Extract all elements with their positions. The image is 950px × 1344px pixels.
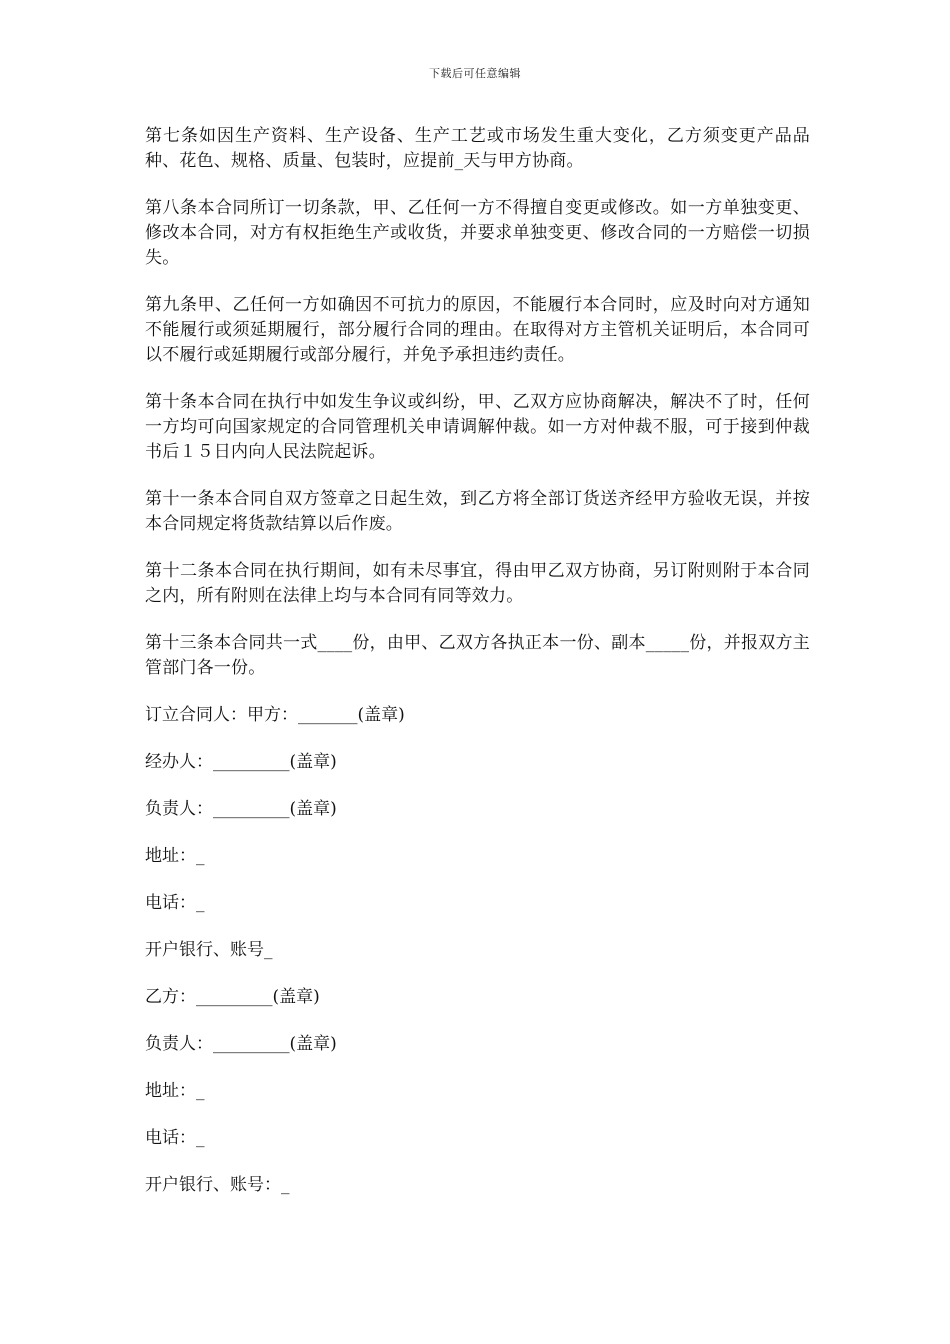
party-b-phone-line: 电话：_ <box>145 1128 205 1148</box>
clause-8: 第八条本合同所订一切条款，甲、乙任何一方不得擅自变更或修改。如一方单独变更、修改本合同，对方有权拒绝生产或收货，并要求单独变更、修改合同的一方赔偿一切损失。 <box>145 198 810 268</box>
clause-10: 第十条本合同在执行中如发生争议或纠纷，甲、乙双方应协商解决，解决不了时，任何一方均可向国家规定的合同管理机关申请调解仲裁。如一方对仲裁不服，可于接到仲裁书后１５日内向人民法院起诉。 <box>145 392 810 462</box>
party-a-principal-line: 负责人：_________(盖章) <box>145 799 337 819</box>
party-b-principal-line: 负责人：_________(盖章) <box>145 1034 337 1054</box>
party-a-bank-line: 开户银行、账号_ <box>145 940 273 960</box>
clause-11: 第十一条本合同自双方签章之日起生效，到乙方将全部订货送齐经甲方验收无误，并按本合同规定将货款结算以后作废。 <box>145 489 810 534</box>
party-a-agent-line: 经办人：_________(盖章) <box>145 752 337 772</box>
page-header: 下载后可任意编辑 <box>429 67 521 80</box>
clause-13: 第十三条本合同共一式____份，由甲、乙双方各执正本一份、副本_____份，并报双方主管部门各一份。 <box>145 633 810 678</box>
party-a-phone-line: 电话：_ <box>145 893 205 913</box>
party-a-address-line: 地址：_ <box>145 846 205 866</box>
party-b-line: 乙方：_________(盖章) <box>145 987 320 1007</box>
clause-9: 第九条甲、乙任何一方如确因不可抗力的原因，不能履行本合同时，应及时向对方通知不能履行或须延期履行，部分履行合同的理由。在取得对方主管机关证明后，本合同可以不履行或延期履行或部分履行，并免予承担违约责任。 <box>145 295 810 365</box>
party-a-line: 订立合同人：甲方：_______(盖章) <box>145 705 405 725</box>
party-b-bank-line: 开户银行、账号：_ <box>145 1175 290 1195</box>
clause-7: 第七条如因生产资料、生产设备、生产工艺或市场发生重大变化，乙方须变更产品品种、花色、规格、质量、包装时，应提前_天与甲方协商。 <box>145 126 810 171</box>
party-b-address-line: 地址：_ <box>145 1081 205 1101</box>
document-body <box>145 124 810 1220</box>
clause-12: 第十二条本合同在执行期间，如有未尽事宜，得由甲乙双方协商，另订附则附于本合同之内，所有附则在法律上均与本合同有同等效力。 <box>145 561 810 606</box>
